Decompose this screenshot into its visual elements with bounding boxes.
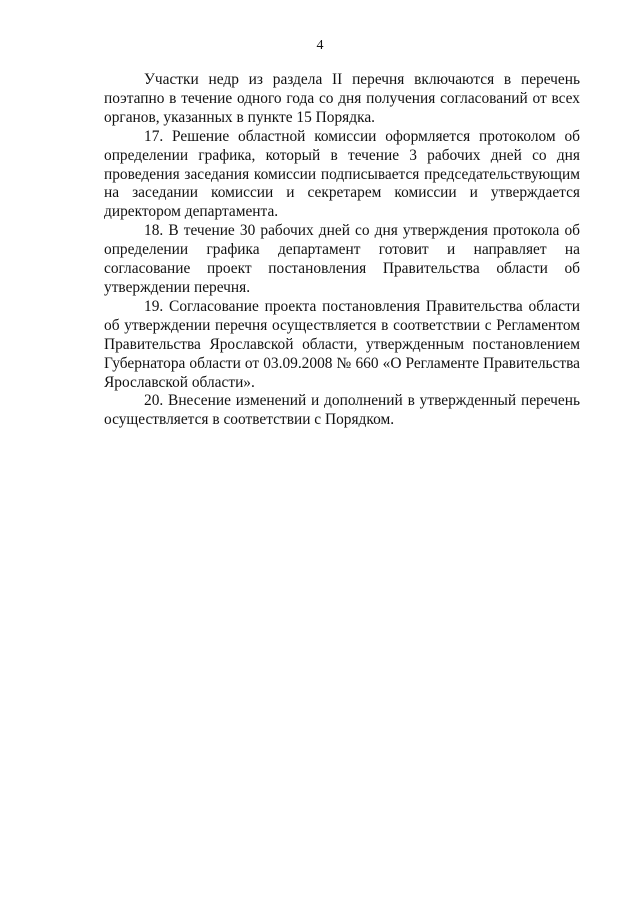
paragraph-item-20: 20. Внесение изменений и дополнений в утвержденный перечень осуществляется в соответствии с Порядком.	[104, 392, 580, 429]
paragraph-item-18: 18. В течение 30 рабочих дней со дня утверждения протокола об определении графика департамент готовит и направляет на согласование проект постановления Правительства области об утверждении перечня.	[104, 222, 580, 296]
page-number: 4	[316, 38, 324, 53]
paragraph-intro: Участки недр из раздела II перечня включаются в перечень поэтапно в течение одного года со дня получения согласований от всех органов, указанных в пункте 15 Порядка.	[104, 71, 580, 126]
paragraph-item-19: 19. Согласование проекта постановления Правительства области об утверждении перечня осуществляется в соответствии с Регламентом Правительства Ярославской области, утвержденным постановлением Губернатора области от 03.09.2008 № 660 «О Регламенте Правительства Ярославской области».	[104, 297, 580, 391]
document-body	[104, 71, 580, 430]
paragraph-item-17: 17. Решение областной комиссии оформляется протоколом об определении графика, который в течение 3 рабочих дней со дня проведения заседания комиссии подписывается председательствующим на заседании комиссии и секретарем комиссии и утверждается директором департамента.	[104, 127, 580, 221]
